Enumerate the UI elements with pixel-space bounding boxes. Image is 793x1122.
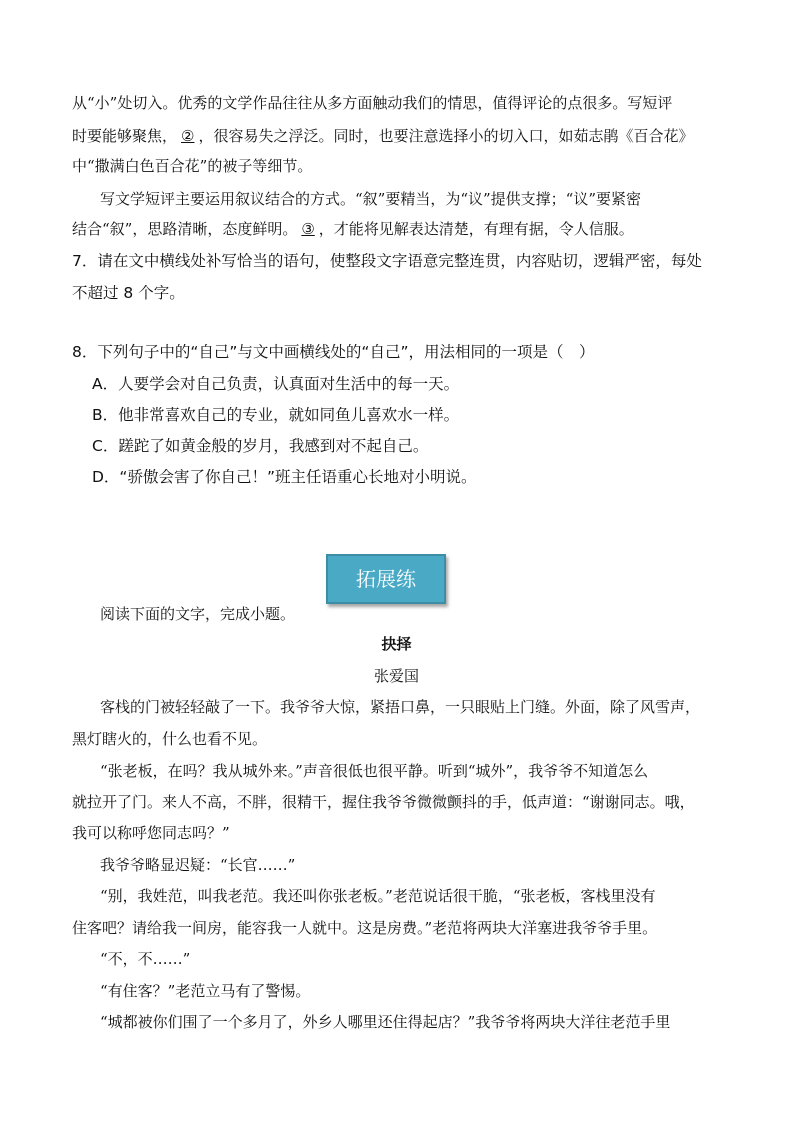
story-author: 张爱国	[373, 667, 419, 685]
paragraph-2-line-2	[72, 219, 727, 239]
text-segment: 结合“叙”，思路清晰，态度鲜明。	[72, 220, 298, 238]
answer-blank-3: ③	[301, 220, 315, 238]
story-title: 抉择	[381, 635, 412, 653]
story-line: 住客吧？请给我一间房，能容我一人就中。这是房费。”老范将两块大洋塞进我爷爷手里。	[72, 919, 658, 937]
story-line: 我可以称呼您同志吗？”	[72, 824, 230, 842]
story-line: “有住客？”老范立马有了警惕。	[100, 982, 311, 1000]
question-7-line-1: 7．请在文中横线处补写恰当的语句，使整段文字语意完整连贯，内容贴切，逻辑严密，每处	[72, 252, 702, 270]
question-8-stem: 8．下列句子中的“自己”与文中画横线处的“自己”，用法相同的一项是（ ）	[72, 343, 595, 361]
story-line: “别，我姓范，叫我老范。我还叫你张老板。”老范说话很干脆，“张老板，客栈里没有	[100, 887, 656, 905]
story-line: 黑灯瞎火的，什么也看不见。	[72, 730, 268, 748]
paragraph-2-line-1: 写文学短评主要运用叙议结合的方式。“叙”要精当，为“议”提供支撑；“议”要紧密	[100, 190, 642, 208]
story-line: “城都被你们围了一个多月了，外乡人哪里还住得起店？”我爷爷将两块大洋往老范手里	[100, 1013, 671, 1031]
text-segment: ，才能将见解表达清楚，有理有据，令人信服。	[318, 220, 634, 238]
question-8-option-c: C．蹉跎了如黄金般的岁月，我感到对不起自己。	[92, 437, 429, 455]
text-segment: 时要能够聚焦，	[72, 127, 178, 145]
story-line: 我爷爷略显迟疑：“长官……”	[100, 856, 296, 874]
story-line: 就拉开了门。来人不高，不胖，很精干，握住我爷爷微微颤抖的手，低声道：“谢谢同志。哦，	[72, 793, 695, 811]
question-8-option-b: B．他非常喜欢自己的专业，就如同鱼儿喜欢水一样。	[92, 406, 460, 424]
story-line: “张老板，在吗？我从城外来。”声音很低也很平静。听到“城外”，我爷爷不知道怎么	[100, 762, 649, 780]
text-segment: ，很容易失之浮泛。同时，也要注意选择小的切入口，如茹志鹃《百合花》	[198, 127, 694, 145]
paragraph-1-line-1: 从“小”处切入。优秀的文学作品往往从多方面触动我们的情思，值得评论的点很多。写短评	[72, 94, 673, 112]
story-line: 客栈的门被轻轻敲了一下。我爷爷大惊，紧捂口鼻，一只眼贴上门缝。外面，除了风雪声，	[100, 698, 701, 716]
section-badge: 拓展练	[326, 554, 446, 604]
paragraph-1-line-3: 中“撒满白色百合花”的被子等细节。	[72, 157, 313, 175]
question-8-option-a: A．人要学会对自己负责，认真面对生活中的每一天。	[92, 375, 460, 393]
reading-instruction: 阅读下面的文字，完成小题。	[100, 605, 296, 623]
question-7-line-2: 不超过 8 个字。	[72, 284, 185, 302]
question-8-option-d: D．“骄傲会害了你自己！”班主任语重心长地对小明说。	[92, 468, 477, 486]
story-line: “不，不……”	[100, 950, 191, 968]
paragraph-1-line-2	[72, 126, 727, 146]
answer-blank-2: ②	[181, 127, 195, 145]
